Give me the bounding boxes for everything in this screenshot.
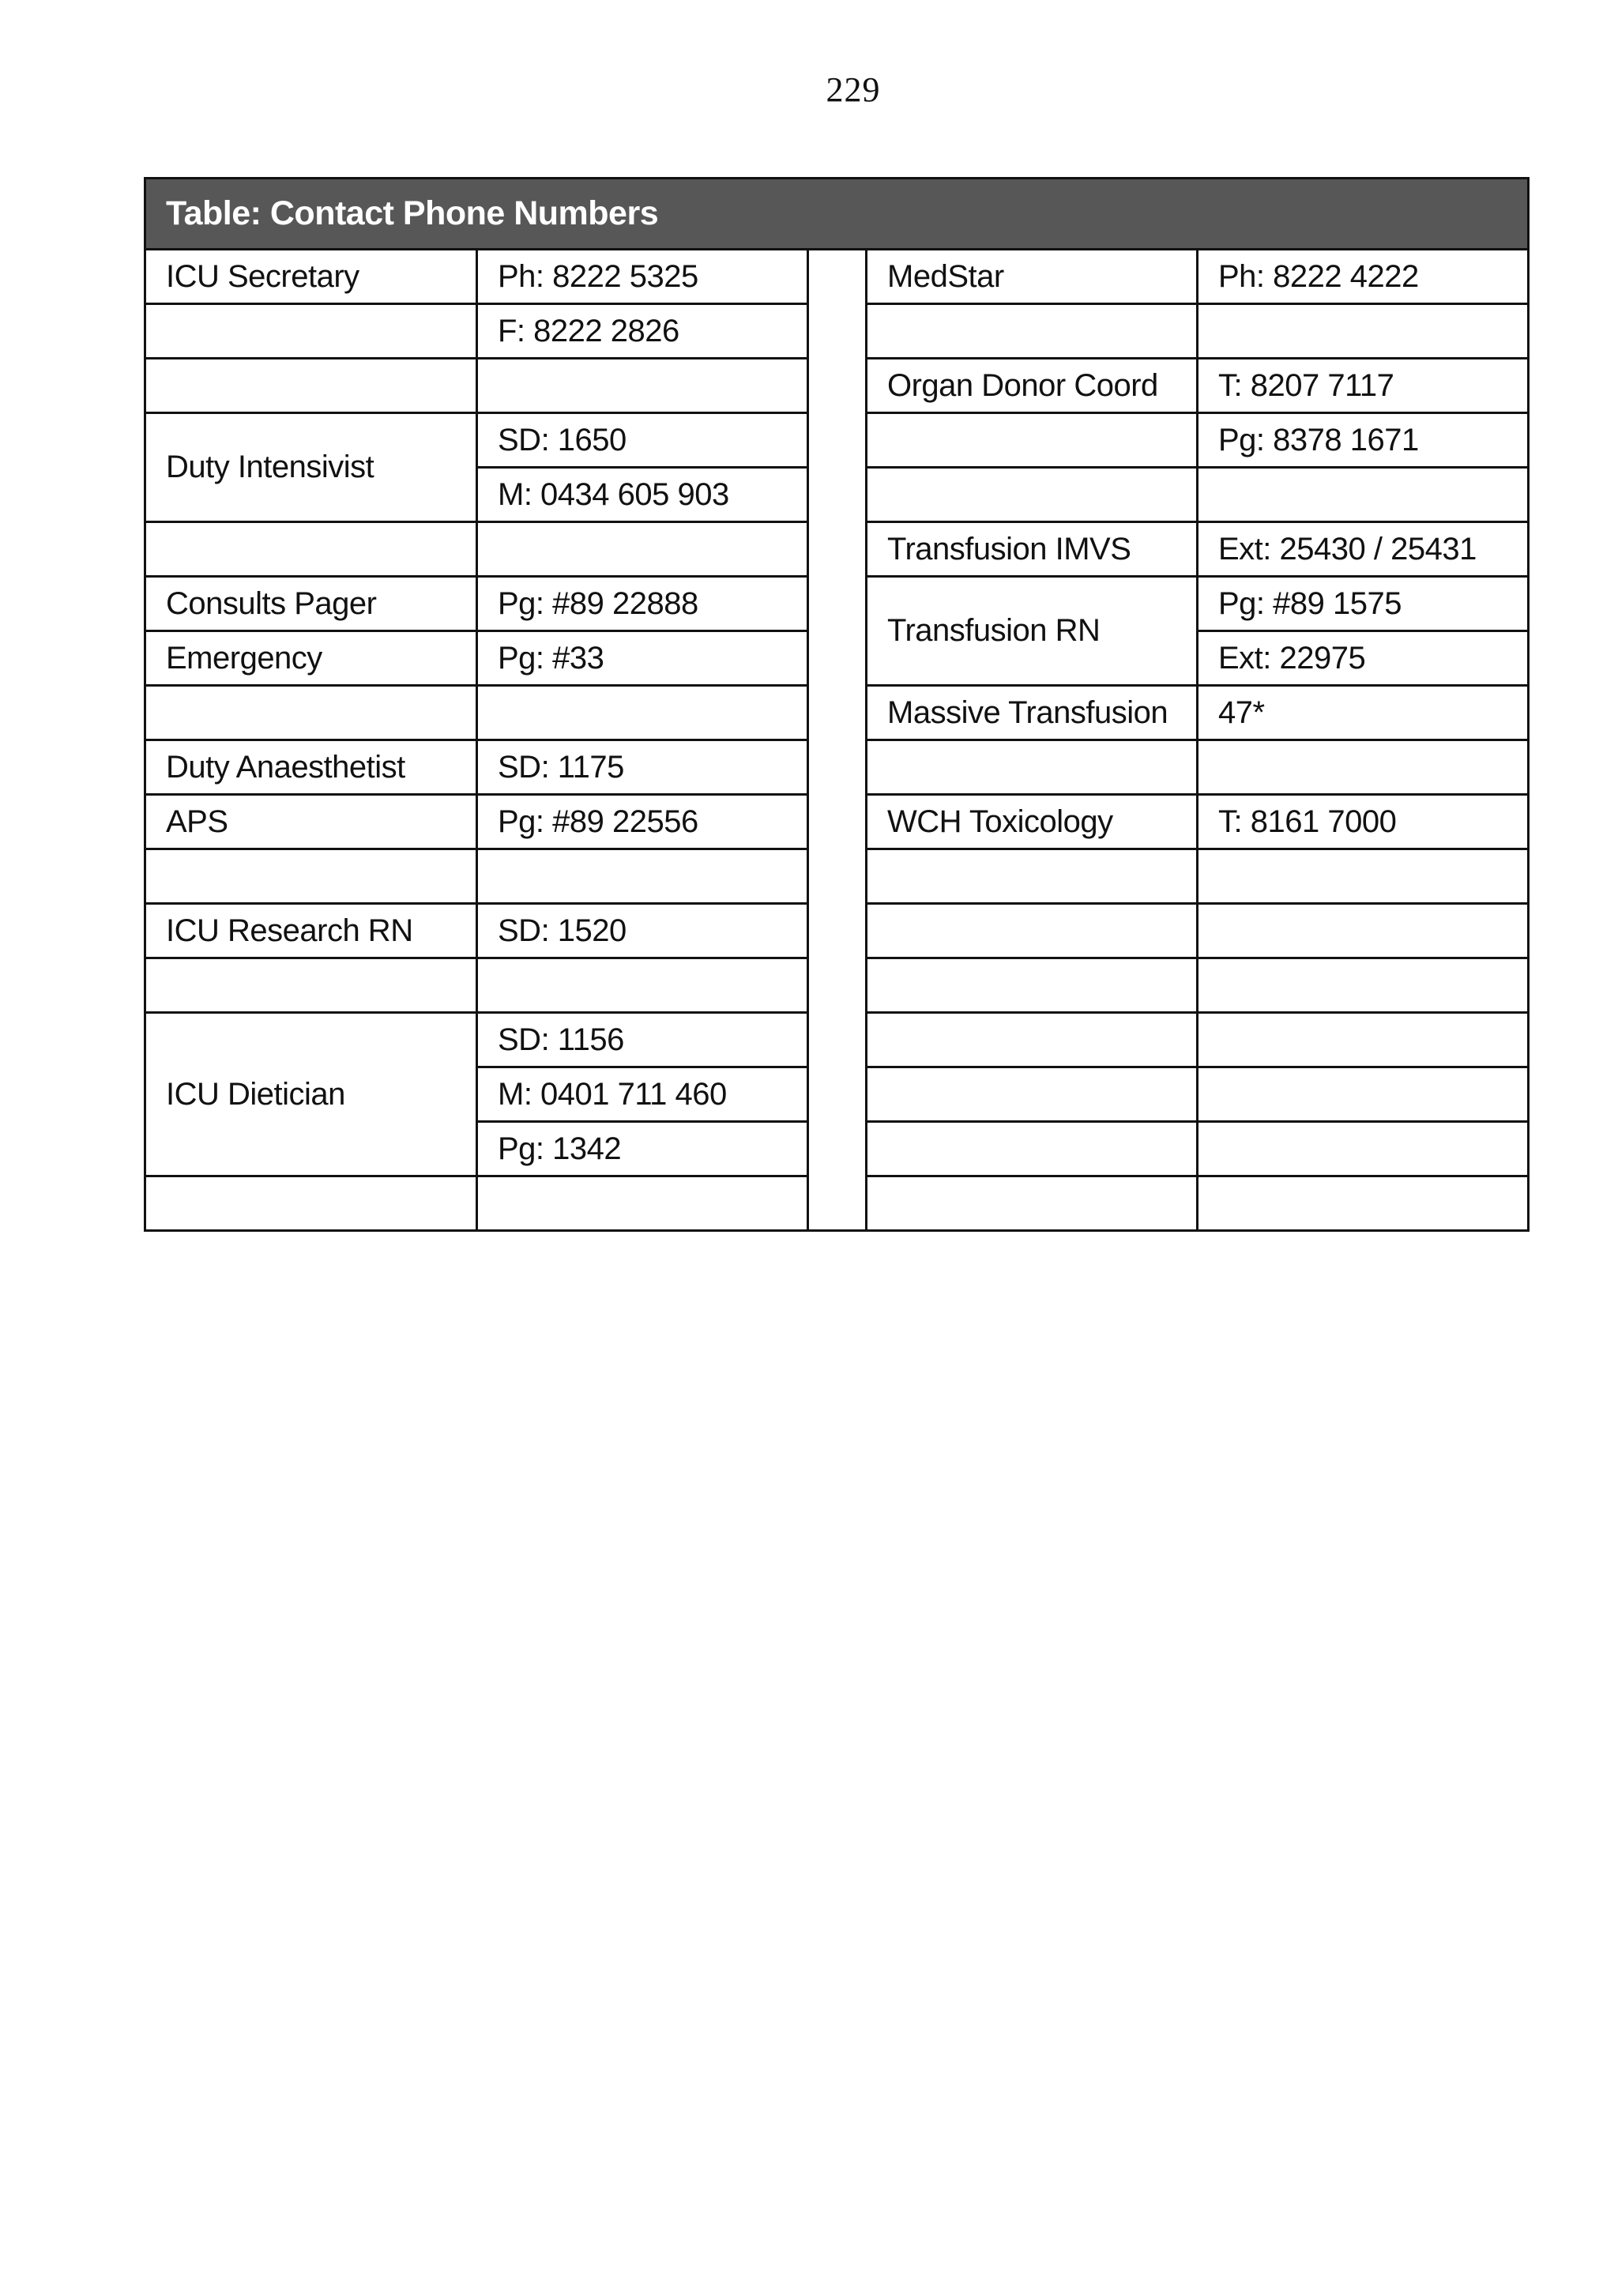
empty-cell [867,904,1198,958]
contact-number-cell: SD: 1156 [477,1013,808,1067]
contact-number-cell: SD: 1650 [477,413,808,468]
contact-name-cell: Organ Donor Coord [867,359,1198,413]
empty-cell [867,958,1198,1013]
empty-cell [477,359,808,413]
empty-cell [1198,740,1529,795]
contact-number-cell: Pg: 1342 [477,1122,808,1176]
empty-cell [867,1013,1198,1067]
contact-number-cell: T: 8207 7117 [1198,359,1529,413]
empty-cell [1198,304,1529,359]
empty-cell [145,1176,477,1231]
empty-cell [477,1176,808,1231]
empty-cell [1198,468,1529,522]
contact-name-cell: ICU Secretary [145,250,477,304]
contact-number-cell: SD: 1175 [477,740,808,795]
contact-name-cell: Massive Transfusion [867,686,1198,740]
empty-cell [867,1176,1198,1231]
contact-name-cell: ICU Research RN [145,904,477,958]
contact-name-cell: Duty Anaesthetist [145,740,477,795]
empty-cell [1198,1067,1529,1122]
empty-cell [867,413,1198,468]
contact-number-cell: M: 0401 711 460 [477,1067,808,1122]
contact-number-cell: Pg: 8378 1671 [1198,413,1529,468]
table-caption-row [145,179,1529,250]
contact-name-cell: MedStar [867,250,1198,304]
empty-cell [145,304,477,359]
empty-cell [477,686,808,740]
empty-cell [867,1122,1198,1176]
empty-cell [1198,1013,1529,1067]
empty-cell [477,522,808,577]
contact-number-cell: M: 0434 605 903 [477,468,808,522]
empty-cell [867,1067,1198,1122]
table-caption: Table: Contact Phone Numbers [145,179,1529,250]
empty-cell [145,359,477,413]
empty-cell [477,958,808,1013]
empty-cell [145,686,477,740]
empty-cell [1198,1176,1529,1231]
contact-number-cell: Pg: #89 22556 [477,795,808,849]
contact-number-cell: F: 8222 2826 [477,304,808,359]
empty-cell [1198,849,1529,904]
empty-cell [477,849,808,904]
contact-number-cell: Ext: 22975 [1198,631,1529,686]
contact-number-cell: T: 8161 7000 [1198,795,1529,849]
column-gap [808,250,867,1231]
empty-cell [145,958,477,1013]
contact-number-cell: Pg: #33 [477,631,808,686]
empty-cell [867,468,1198,522]
contact-number-cell: Pg: #89 1575 [1198,577,1529,631]
contact-name-cell: Emergency [145,631,477,686]
contact-number-cell: Ph: 8222 5325 [477,250,808,304]
contact-number-cell: 47* [1198,686,1529,740]
empty-cell [145,522,477,577]
empty-cell [145,849,477,904]
empty-cell [867,304,1198,359]
contact-number-cell: Ext: 25430 / 25431 [1198,522,1529,577]
empty-cell [1198,1122,1529,1176]
empty-cell [1198,904,1529,958]
empty-cell [1198,958,1529,1013]
empty-cell [867,849,1198,904]
contact-name-cell: WCH Toxicology [867,795,1198,849]
contact-name-cell: Duty Intensivist [145,413,477,522]
page-number: 229 [826,70,881,109]
empty-cell [867,740,1198,795]
contact-number-cell: Ph: 8222 4222 [1198,250,1529,304]
contact-phone-numbers-table [144,177,1530,1232]
contact-number-cell: Pg: #89 22888 [477,577,808,631]
table-row [145,250,1529,304]
contact-name-cell: Consults Pager [145,577,477,631]
contact-name-cell: APS [145,795,477,849]
contact-name-cell: ICU Dietician [145,1013,477,1176]
contact-name-cell: Transfusion IMVS [867,522,1198,577]
contact-name-cell: Transfusion RN [867,577,1198,686]
contact-number-cell: SD: 1520 [477,904,808,958]
